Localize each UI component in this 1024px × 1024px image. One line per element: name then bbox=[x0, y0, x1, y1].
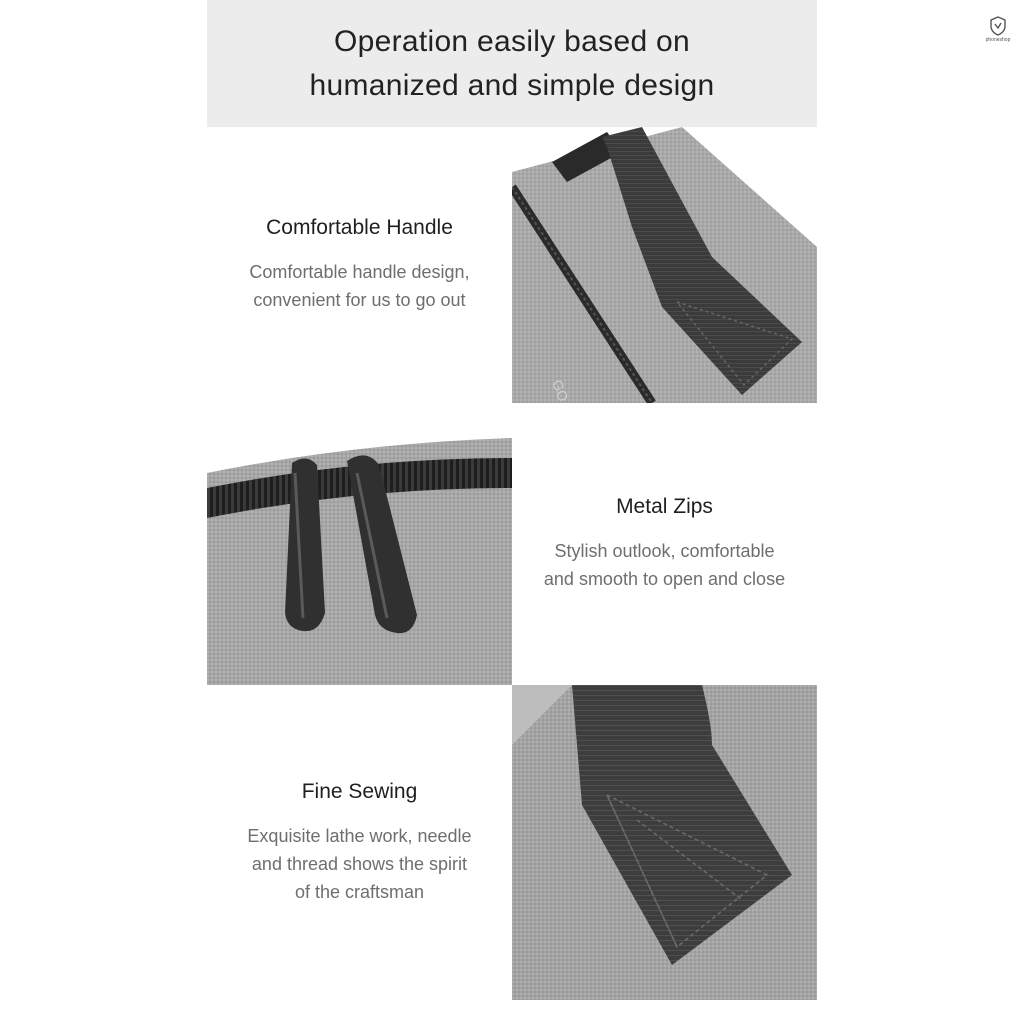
feature-desc-handle bbox=[249, 258, 469, 314]
feature-desc-sewing bbox=[247, 822, 471, 906]
feature-desc-line: Comfortable handle design, bbox=[249, 262, 470, 282]
svg-text:GO: GO bbox=[549, 377, 572, 403]
header-line-1: Operation easily based on bbox=[333, 24, 691, 58]
feature-desc-line: Stylish outlook, comfortable bbox=[554, 541, 775, 561]
feature-desc-line: Exquisite lathe work, needle bbox=[247, 825, 472, 846]
sewing-photo bbox=[512, 685, 817, 1000]
header-banner bbox=[207, 0, 817, 127]
brand-logo bbox=[976, 16, 1020, 50]
feature-panel bbox=[207, 0, 817, 1000]
feature-title-zips: Metal Zips bbox=[616, 495, 713, 518]
feature-sewing-text bbox=[207, 685, 512, 1000]
feature-desc-line: of the craftsman bbox=[294, 881, 425, 902]
feature-desc-line: and thread shows the spirit bbox=[251, 853, 468, 874]
feature-zips-text bbox=[512, 403, 817, 685]
zipper-photo bbox=[207, 403, 512, 685]
feature-desc-line: convenient for us to go out bbox=[253, 290, 466, 310]
feature-desc-zips bbox=[544, 537, 785, 593]
feature-handle-text bbox=[207, 127, 512, 403]
handle-photo-image bbox=[512, 127, 817, 403]
shield-icon bbox=[989, 16, 1007, 36]
header-line-2: humanized and simple design bbox=[309, 68, 715, 102]
brand-text: phoneshop bbox=[985, 37, 1011, 43]
zipper-photo-image bbox=[207, 403, 512, 685]
feature-title-handle: Comfortable Handle bbox=[266, 216, 453, 239]
handle-photo bbox=[512, 127, 817, 403]
feature-desc-line: and smooth to open and close bbox=[543, 569, 786, 589]
feature-title-sewing: Fine Sewing bbox=[301, 779, 418, 803]
sewing-photo-image bbox=[512, 685, 817, 1000]
